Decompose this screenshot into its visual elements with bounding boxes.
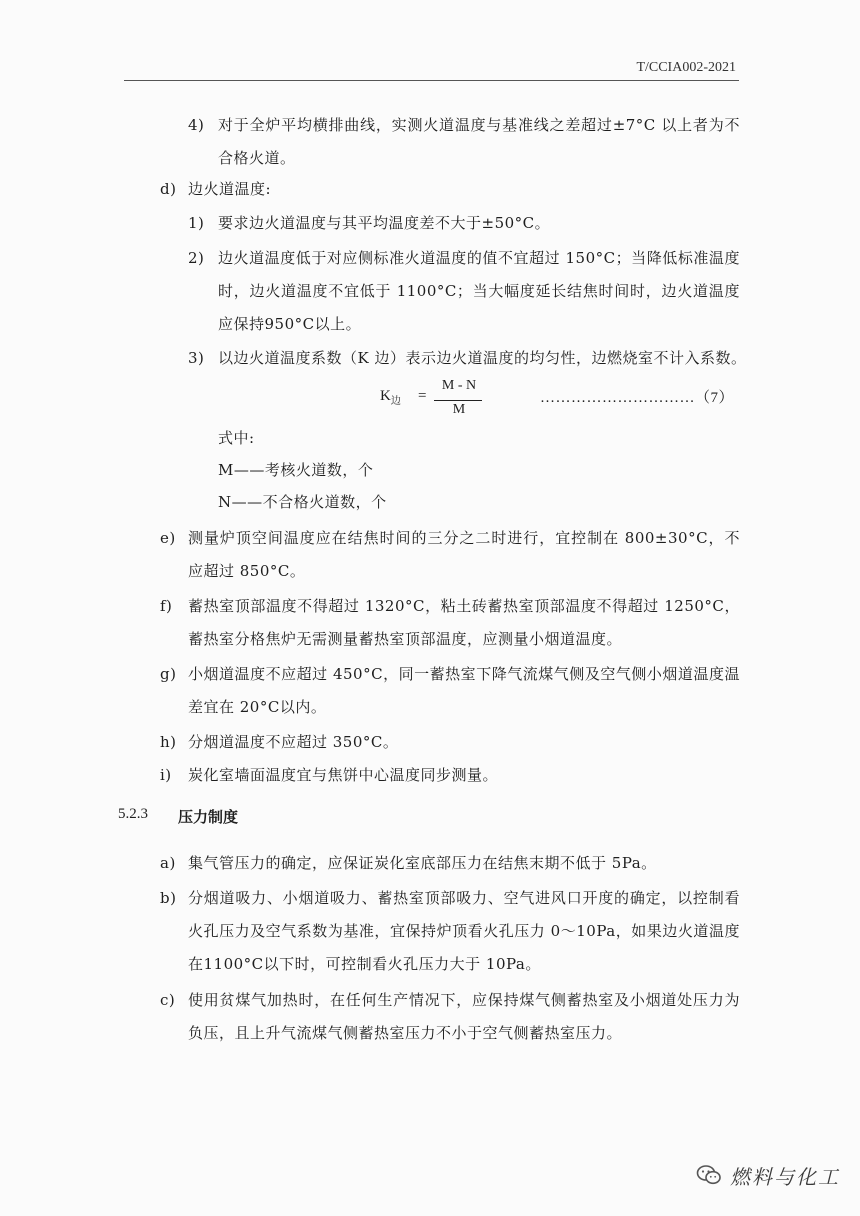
item-marker: g) xyxy=(160,665,177,683)
equation-number: …………………………（7） xyxy=(540,390,735,406)
item-text: 使用贫煤气加热时，在任何生产情况下，应保持煤气侧蓄热室及小烟道处压力为负压，且上升气流煤气侧蓄热室压力不小于空气侧蓄热室压力。 xyxy=(188,991,740,1042)
formula-k-edge xyxy=(380,378,480,426)
watermark-text: 燃料与化工 xyxy=(730,1164,840,1189)
formula-equals: = xyxy=(418,388,427,404)
item-text: 小烟道温度不应超过 450°C，同一蓄热室下降气流煤气侧及空气侧小烟道温度温差宜在 20°C以内。 xyxy=(188,665,740,716)
formula-k-subscript: 边 xyxy=(390,396,401,407)
section-number: 5.2.3 xyxy=(118,806,148,822)
item-text: 分烟道吸力、小烟道吸力、蓄热室顶部吸力、空气进风口开度的确定，以控制看火孔压力及空气系数为基准，宜保持炉顶看火孔压力 0～10Pa，如果边火道温度在1100°C以下时，可控制看火孔压力大于 10Pa。 xyxy=(188,889,740,973)
watermark xyxy=(696,1160,840,1190)
item-text: 炭化室墙面温度宜与焦饼中心温度同步测量。 xyxy=(188,766,499,784)
formula-k: $K_边$ xyxy=(380,388,401,407)
item-text: 蓄热室顶部温度不得超过 1320°C，粘土砖蓄热室顶部温度不得超过 1250°C，蓄热室分格焦炉无需测量蓄热室顶部温度，应测量小烟道温度。 xyxy=(188,597,740,648)
item-text: 分烟道温度不应超过 350°C。 xyxy=(188,733,399,751)
item-marker: 4) xyxy=(188,116,205,134)
formula-legend-item: N——不合格火道数，个 xyxy=(218,493,387,511)
formula-numerator: M - N xyxy=(441,378,477,393)
item-marker: e) xyxy=(160,529,176,547)
item-marker: 3) xyxy=(188,349,205,367)
section-title: 压力制度 xyxy=(178,808,239,826)
formula-denominator: M xyxy=(452,402,466,417)
formula-legend-heading: 式中: xyxy=(218,429,255,447)
fraction-bar xyxy=(434,400,482,401)
item-text: 以边火道温度系数（K 边）表示边火道温度的均匀性，边燃烧室不计入系数。 xyxy=(218,349,747,367)
item-text: 对于全炉平均横排曲线，实测火道温度与基准线之差超过±7°C 以上者为不合格火道。 xyxy=(218,116,740,167)
item-marker: d) xyxy=(160,180,177,198)
item-text: 测量炉顶空间温度应在结焦时间的三分之二时进行，宜控制在 800±30°C，不应超过 850°C。 xyxy=(188,529,740,580)
item-text: 边火道温度低于对应侧标准火道温度的值不宜超过 150°C；当降低标准温度时，边火道温度不宜低于 1100°C；当大幅度延长结焦时间时，边火道温度应保持950°C以上。 xyxy=(218,249,740,333)
item-marker: 2) xyxy=(188,249,205,267)
item-marker: c) xyxy=(160,991,176,1009)
item-marker: a) xyxy=(160,854,176,872)
item-text: 边火道温度: xyxy=(188,180,272,198)
item-text: 要求边火道温度与其平均温度差不大于±50°C。 xyxy=(218,214,551,232)
wechat-icon xyxy=(696,1164,722,1186)
item-marker: 1) xyxy=(188,214,205,232)
item-marker: b) xyxy=(160,889,177,907)
item-marker: i) xyxy=(160,766,172,784)
formula-legend-item: M——考核火道数，个 xyxy=(218,461,374,479)
item-text: 集气管压力的确定，应保证炭化室底部压力在结焦末期不低于 5Pa。 xyxy=(188,854,657,872)
item-marker: f) xyxy=(160,597,173,615)
item-marker: h) xyxy=(160,733,177,751)
header-rule xyxy=(124,80,739,81)
document-id: T/CCIA002-2021 xyxy=(636,60,736,75)
